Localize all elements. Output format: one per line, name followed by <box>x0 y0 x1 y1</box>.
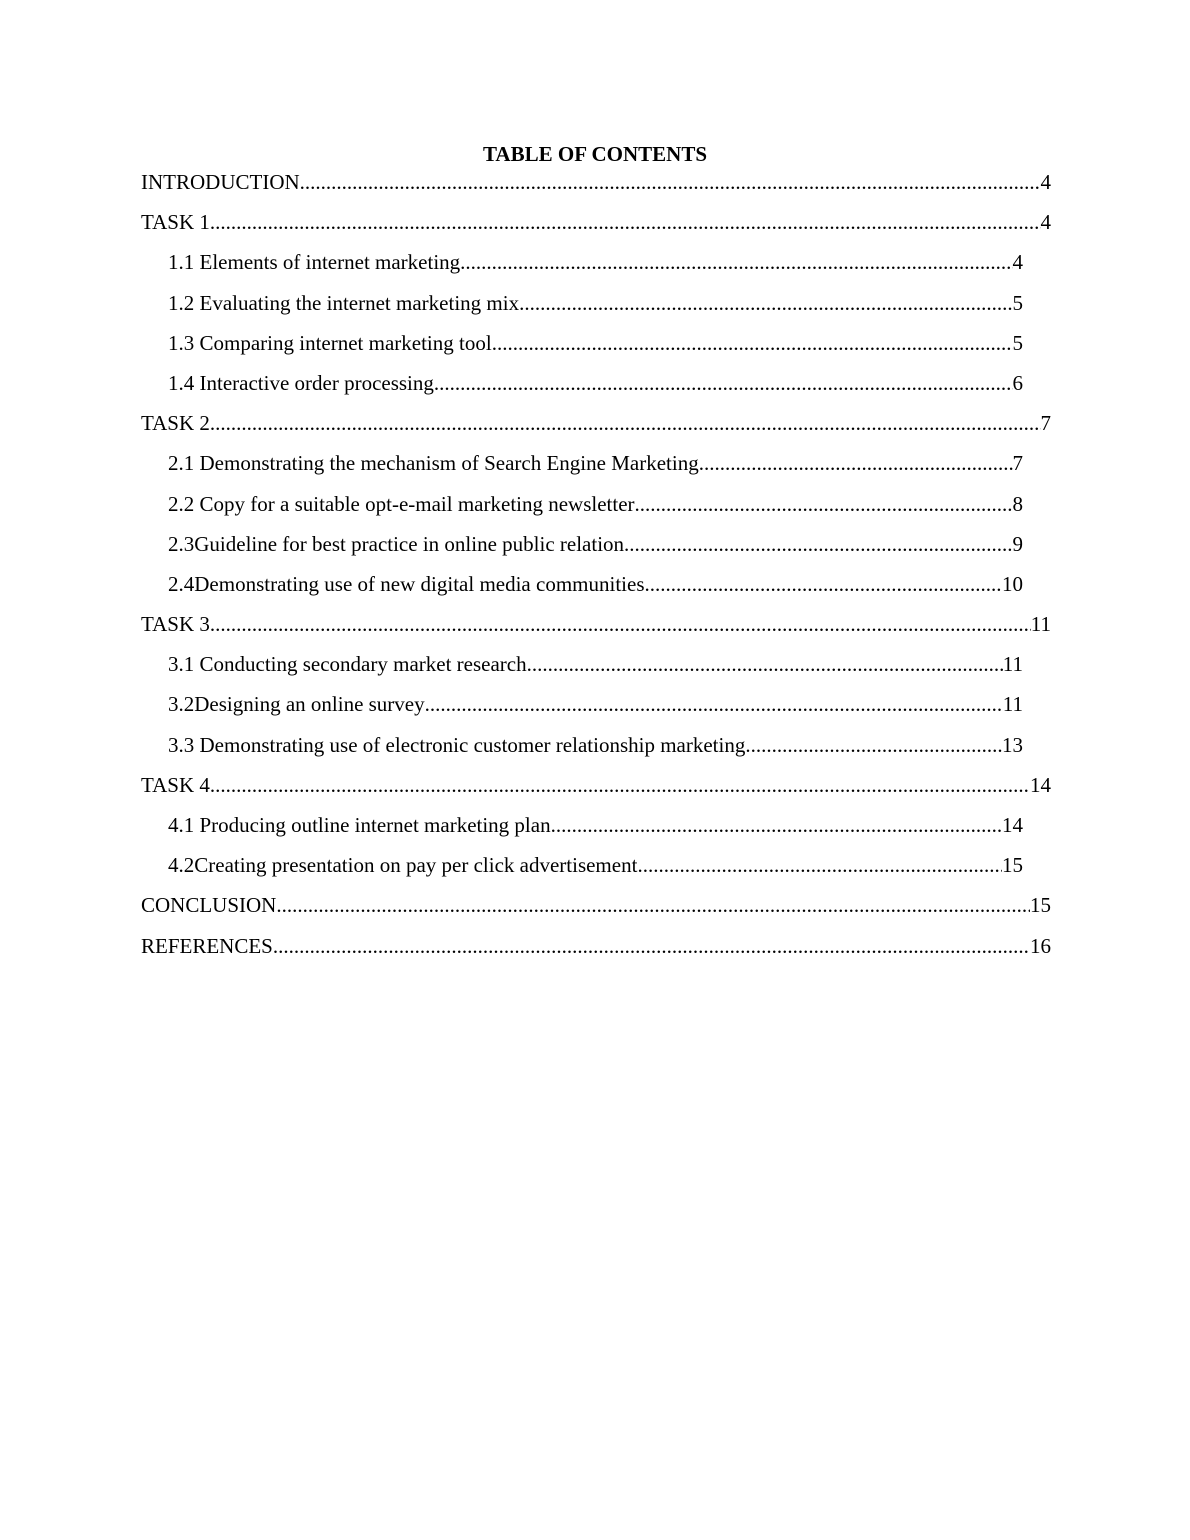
toc-entry-page-number: 14 <box>1002 813 1023 837</box>
toc-entry-label: 2.1 Demonstrating the mechanism of Search Engine Marketing <box>168 451 699 476</box>
toc-dot-leader <box>210 771 1030 799</box>
toc-dot-leader <box>434 369 1013 397</box>
toc-entry-page-number: 6 <box>1012 370 1023 395</box>
toc-entry[interactable] <box>141 771 1051 811</box>
toc-entry[interactable] <box>168 490 1023 530</box>
toc-entry-page-number: 10 <box>1002 571 1023 596</box>
toc-dot-leader <box>635 490 1013 518</box>
toc-entry-page-number: 11 <box>1002 692 1023 717</box>
toc-entry[interactable] <box>168 530 1023 570</box>
toc-list <box>141 168 1051 972</box>
toc-entry-page-number: 14 <box>1030 772 1051 797</box>
toc-dot-leader <box>551 811 1002 839</box>
toc-dot-leader <box>276 891 1030 919</box>
toc-entry-label: TASK 3 <box>141 612 210 637</box>
toc-entry[interactable] <box>168 811 1023 851</box>
toc-dot-leader <box>210 409 1041 437</box>
toc-entry-label: REFERENCES <box>141 933 273 958</box>
toc-entry-page-number: 11 <box>1002 652 1023 677</box>
toc-entry-label: 2.2 Copy for a suitable opt-e-mail marketing newsletter <box>168 491 635 516</box>
toc-dot-leader <box>519 289 1012 317</box>
toc-entry-label: 1.3 Comparing internet marketing tool <box>168 330 492 355</box>
toc-entry[interactable] <box>141 168 1051 208</box>
toc-entry-page-number: 5 <box>1012 290 1023 315</box>
toc-dot-leader <box>460 248 1012 276</box>
toc-entry-label: TASK 1 <box>141 210 210 235</box>
toc-entry[interactable] <box>168 369 1023 409</box>
toc-dot-leader <box>425 690 1003 718</box>
toc-entry-page-number: 7 <box>1012 451 1023 476</box>
toc-entry[interactable] <box>141 409 1051 449</box>
toc-entry-label: TASK 4 <box>141 772 210 797</box>
toc-entry[interactable] <box>168 570 1023 610</box>
toc-entry[interactable] <box>141 208 1051 248</box>
toc-entry[interactable] <box>168 248 1023 288</box>
toc-entry-page-number: 8 <box>1012 491 1023 516</box>
toc-entry-page-number: 13 <box>1002 732 1023 757</box>
toc-entry[interactable] <box>168 329 1023 369</box>
toc-entry-page-number: 7 <box>1040 411 1051 436</box>
toc-entry[interactable] <box>168 650 1023 690</box>
toc-dot-leader <box>300 168 1041 196</box>
toc-entry[interactable] <box>141 891 1051 931</box>
toc-dot-leader <box>699 449 1013 477</box>
toc-entry[interactable] <box>168 690 1023 730</box>
toc-dot-leader <box>645 570 1003 598</box>
toc-entry-page-number: 4 <box>1012 250 1023 275</box>
toc-entry[interactable] <box>141 610 1051 650</box>
toc-entry-page-number: 4 <box>1040 170 1051 194</box>
toc-dot-leader <box>637 851 1002 879</box>
toc-entry-label: 1.2 Evaluating the internet marketing mix <box>168 290 520 315</box>
toc-entry-page-number: 16 <box>1030 933 1051 958</box>
toc-entry-label: 4.2Creating presentation on pay per click advertisement <box>168 853 638 878</box>
toc-entry-page-number: 15 <box>1030 893 1051 918</box>
toc-dot-leader <box>745 731 1002 759</box>
toc-dot-leader <box>624 530 1012 558</box>
toc-dot-leader <box>210 610 1031 638</box>
toc-entry-label: TASK 2 <box>141 411 210 436</box>
toc-dot-leader <box>273 932 1030 960</box>
toc-entry[interactable] <box>141 932 1051 972</box>
toc-entry-label: 4.1 Producing outline internet marketing plan <box>168 813 551 837</box>
toc-title: TABLE OF CONTENTS <box>482 142 708 166</box>
toc-entry-label: INTRODUCTION <box>141 170 300 194</box>
toc-entry[interactable] <box>168 731 1023 771</box>
toc-dot-leader <box>492 329 1013 357</box>
toc-entry[interactable] <box>168 851 1023 891</box>
toc-entry-label: 2.3Guideline for best practice in online public relation <box>168 531 625 556</box>
toc-entry-label: 1.4 Interactive order processing <box>168 370 434 395</box>
toc-entry[interactable] <box>168 289 1023 329</box>
toc-entry-page-number: 5 <box>1012 330 1023 355</box>
toc-entry[interactable] <box>168 449 1023 489</box>
toc-entry-page-number: 15 <box>1002 853 1023 878</box>
toc-entry-label: 2.4Demonstrating use of new digital media communities <box>168 571 645 596</box>
toc-entry-page-number: 9 <box>1012 531 1023 556</box>
toc-entry-label: 1.1 Elements of internet marketing <box>168 250 461 275</box>
toc-entry-label: 3.2Designing an online survey <box>168 692 425 717</box>
toc-entry-label: 3.3 Demonstrating use of electronic customer relationship marketing <box>168 732 746 757</box>
toc-entry-page-number: 11 <box>1030 612 1051 637</box>
toc-entry-page-number: 4 <box>1040 210 1051 235</box>
toc-dot-leader <box>527 650 1003 678</box>
toc-entry-label: 3.1 Conducting secondary market research <box>168 652 527 677</box>
toc-dot-leader <box>210 208 1041 236</box>
toc-entry-label: CONCLUSION <box>141 893 277 918</box>
